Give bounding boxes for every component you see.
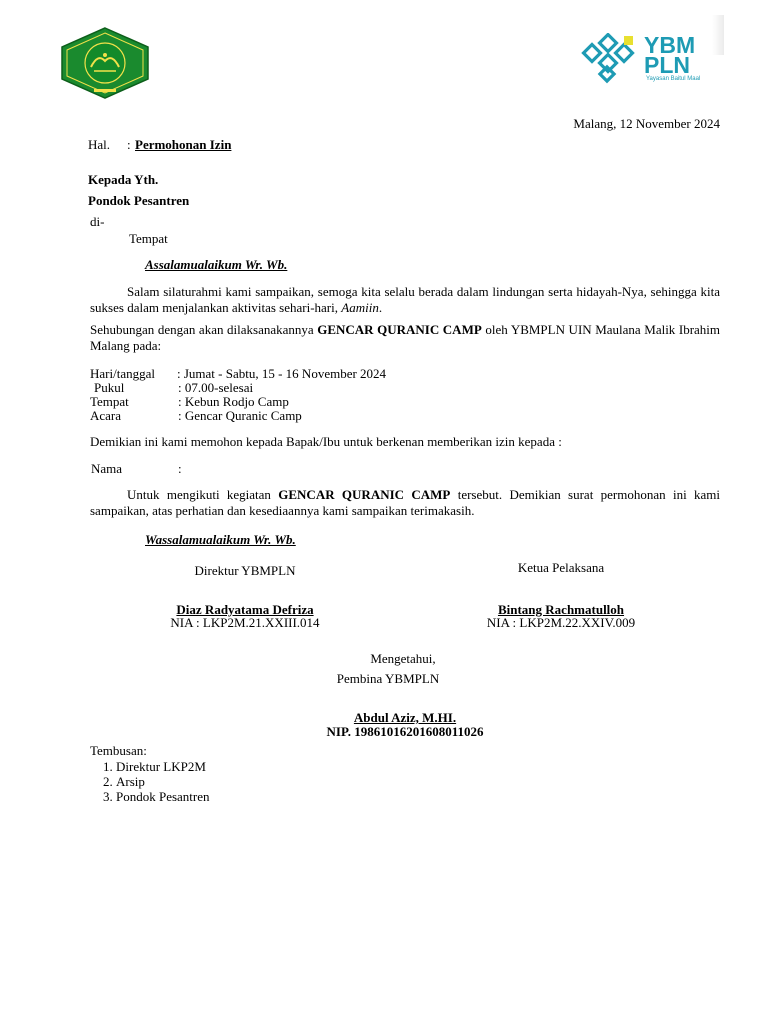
list-item: 3. Pondok Pesantren xyxy=(116,789,210,804)
signature-left-role: Direktur YBMPLN xyxy=(194,563,296,578)
list-item: 1. Direktur LKP2M xyxy=(116,759,210,774)
closing-greeting: Wassalamualaikum Wr. Wb. xyxy=(145,532,296,547)
recipient-name: Pondok Pesantren xyxy=(88,193,190,208)
signature-center-role: Pembina YBMPLN xyxy=(336,671,440,686)
recipient-place: Tempat xyxy=(129,231,168,246)
tembusan-title: Tembusan: xyxy=(90,743,147,758)
name-separator: : xyxy=(178,461,182,476)
recipient-di: di- xyxy=(90,214,105,229)
paragraph-event-intro: Sehubungan dengan akan dilaksanakannya GENCAR QURANIC CAMP oleh YBMPLN UIN Maulana Malik Ibrahim Malang pada: xyxy=(90,322,721,353)
signature-right-role: Ketua Pelaksana xyxy=(517,560,605,575)
signature-center-id: NIP. 19861016201608011026 xyxy=(326,724,484,739)
signature-center-name: Abdul Aziz, M.HI. xyxy=(353,710,457,725)
signature-right-name: Bintang Rachmatulloh xyxy=(497,602,625,617)
paragraph-closing: Untuk mengikuti kegiatan GENCAR QURANIC CAMP tersebut. Demikian surat permohonan ini kami sampaikan, atas perhatian dan kesediaannya kami sampaikan terimakasih. xyxy=(90,487,721,518)
name-label: Nama xyxy=(91,461,123,476)
paragraph-request: Demikian ini kami memohon kepada Bapak/Ibu untuk berkenan memberikan izin kepada : xyxy=(90,434,562,449)
page-corner-shadow xyxy=(712,15,724,55)
subject-separator: : xyxy=(127,137,131,152)
ybm-pln-logo xyxy=(580,33,705,85)
opening-greeting: Assalamualaikum Wr. Wb. xyxy=(145,257,288,272)
paragraph-opening: Salam silaturahmi kami sampaikan, semoga kita selalu berada dalam lindungan serta hidayah-Nya, sehingga kita sukses dalam menjalankan aktivitas sehari-hari, Aamiin. xyxy=(90,284,720,315)
acknowledgement-label: Mengetahui, xyxy=(370,651,436,666)
letter-date: Malang, 12 November 2024 xyxy=(573,116,720,131)
ybm-logo-text: YBM xyxy=(644,32,696,58)
signature-left-name: Diaz Radyatama Defriza xyxy=(176,602,314,617)
ybm-emblem-icon xyxy=(580,33,642,85)
university-seal-logo xyxy=(60,27,150,99)
recipient-salutation: Kepada Yth. xyxy=(88,172,159,187)
ybm-tagline: Yayasan Baitul Maal xyxy=(646,76,701,82)
signature-left-id: NIA : LKP2M.21.XXIII.014 xyxy=(170,615,320,630)
list-item: 2. Arsip xyxy=(116,774,210,789)
tembusan-list xyxy=(90,759,210,804)
subject-text: Permohonan Izin xyxy=(135,137,232,152)
pln-logo-text: PLN xyxy=(644,52,690,78)
signature-right-id: NIA : LKP2M.22.XXIV.009 xyxy=(486,615,636,630)
subject-label: Hal. xyxy=(88,137,111,152)
